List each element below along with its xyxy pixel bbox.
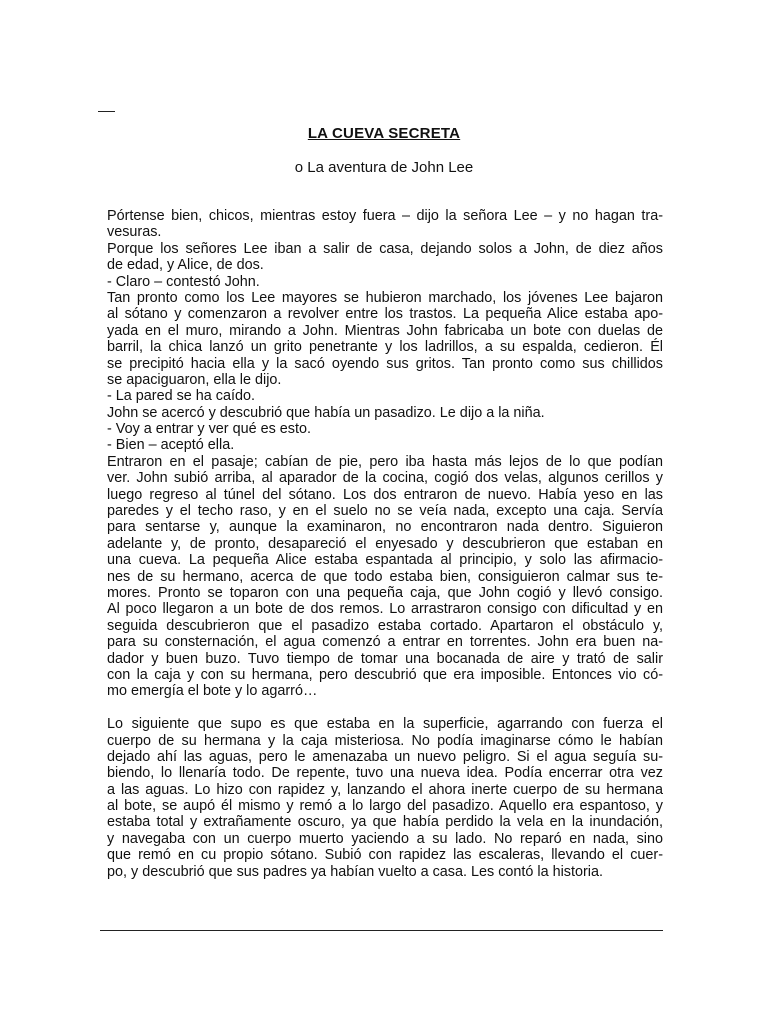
text-line: biendo, lo llenaría todo. De repente, tuvo una nueva idea. Podía encerrar otra vez bbox=[107, 765, 663, 782]
text-line: Entraron en el pasaje; cabían de pie, pero iba hasta más lejos de lo que podían bbox=[107, 453, 663, 470]
text-line: seguida descubrieron que el pasadizo estaba cortado. Apartaron el obstáculo y, bbox=[107, 617, 663, 634]
text-line: yada en el muro, mirando a John. Mientras John fabricaba un bote con duelas de bbox=[107, 322, 663, 339]
text-line: barril, la chica lanzó un grito penetrante y los ladrillos, a su espalda, cedieron. Él bbox=[107, 339, 663, 356]
text-line: adelante y, de pronto, desapareció el enyesado y descubrieron que estaban en bbox=[107, 535, 663, 552]
paragraph bbox=[107, 716, 663, 880]
text-line: - Bien – aceptó ella. bbox=[107, 437, 235, 454]
text-line: de edad, y Alice, de dos. bbox=[107, 257, 264, 274]
text-line: - Voy a entrar y ver qué es esto. bbox=[107, 421, 311, 438]
text-line: Tan pronto como los Lee mayores se hubieron marchado, los jóvenes Lee bajaron bbox=[107, 289, 663, 306]
text-line: dejado ahí las aguas, pero le amenazaba un nuevo peligro. Si el agua seguía su- bbox=[107, 748, 663, 765]
text-line: Al poco llegaron a un bote de dos remos. Lo arrastraron consigo con dificultad y en bbox=[107, 601, 663, 618]
text-line: con la caja y con su hermana, pero descubrió que era imposible. Entonces vio có- bbox=[107, 666, 663, 683]
text-line: y navegaba con un cuerpo muerto yaciendo a su lado. No reparó en nada, sino bbox=[107, 830, 663, 847]
text-line: dador y buen buzo. Tuvo tiempo de tomar una bocanada de aire y trató de salir bbox=[107, 650, 663, 667]
text-line: nes de su hermano, acerca de que todo estaba bien, consiguieron calmar sus te- bbox=[107, 568, 663, 585]
text-line: para sentarse y, aunque la examinaron, no encontraron nada dentro. Siguieron bbox=[107, 519, 663, 536]
text-line: estaba total y extrañamente oscuro, ya que había perdido la vela en la inundación, bbox=[107, 814, 663, 831]
top-dash-mark bbox=[98, 111, 115, 112]
text-line: mo emergía el bote y lo agarró… bbox=[107, 683, 318, 700]
text-line: que remó en cu propio sótano. Subió con rapidez las escaleras, llevando el cuer- bbox=[107, 847, 663, 864]
text-line: se apaciguaron, ella le dijo. bbox=[107, 371, 282, 388]
text-line: vesuras. bbox=[107, 224, 162, 241]
text-line: al sótano y comenzaron a revolver entre los trastos. La pequeña Alice estaba apo- bbox=[107, 306, 663, 323]
paragraph-gap bbox=[107, 700, 663, 716]
text-line: Porque los señores Lee iban a salir de casa, dejando solos a John, de diez años bbox=[107, 240, 663, 257]
text-line: John se acercó y descubrió que había un pasadizo. Le dijo a la niña. bbox=[107, 404, 545, 421]
text-line: a las aguas. Lo hizo con rapidez y, lanzando el ahora inerte cuerpo de su hermana bbox=[107, 781, 663, 798]
text-line: ver. John subió arriba, al aparador de la cocina, cogió dos velas, algunos cerillos y bbox=[107, 470, 663, 487]
text-line: al bote, se aupó él mismo y remó a lo largo del pasadizo. Aquello era espantoso, y bbox=[107, 798, 663, 815]
document-title: LA CUEVA SECRETA bbox=[307, 125, 461, 142]
text-line: se precipitó hacia ella y la sacó oyendo sus gritos. Tan pronto como sus chillidos bbox=[107, 355, 663, 372]
text-line: luego regreso al túnel del sótano. Los dos entraron de nuevo. Había yeso en las bbox=[107, 486, 663, 503]
text-line: po, y descubrió que sus padres ya habían vuelto a casa. Les contó la historia. bbox=[107, 863, 603, 880]
text-line: una cueva. La pequeña Alice estaba espantada al principio, y solo las afirmacio- bbox=[107, 552, 663, 569]
document-body bbox=[107, 208, 663, 880]
text-line: Lo siguiente que supo es que estaba en la superficie, agarrando con fuerza el bbox=[107, 716, 663, 733]
text-line: para su consternación, el agua comenzó a entrar en torrentes. John era buen na- bbox=[107, 634, 663, 651]
footer-rule bbox=[100, 930, 663, 931]
text-line: paredes y el techo raso, y en el suelo no se veía nada, excepto una caja. Servía bbox=[107, 503, 663, 520]
text-line: Pórtense bien, chicos, mientras estoy fuera – dijo la señora Lee – y no hagan tra- bbox=[107, 208, 663, 224]
text-line: - La pared se ha caído. bbox=[107, 388, 256, 405]
paragraph bbox=[107, 208, 663, 700]
text-line: cuerpo de su hermana y la caja misteriosa. No podía imaginarse cómo le habían bbox=[107, 732, 663, 749]
document-subtitle: o La aventura de John Lee bbox=[294, 159, 474, 176]
text-line: mores. Pronto se toparon con una pequeña caja, que John cogió y llevó consigo. bbox=[107, 584, 663, 601]
text-line: - Claro – contestó John. bbox=[107, 273, 260, 290]
